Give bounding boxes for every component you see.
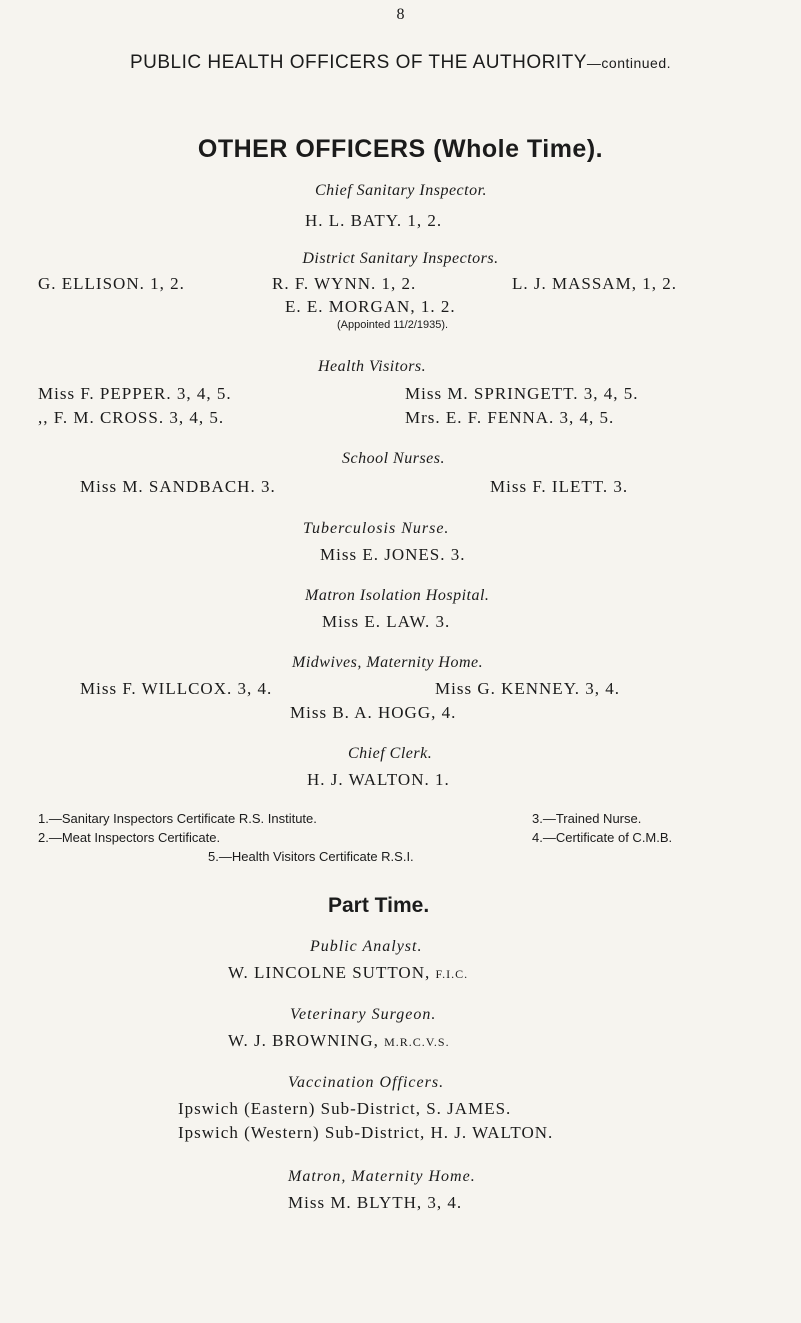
veterinary-surgeon-name: W. J. BROWNING, [228,1031,379,1050]
footnote-3: 3.—Trained Nurse. [532,811,642,826]
school-nurse-sandbach: Miss M. SANDBACH. 3. [80,477,276,496]
running-header-title: PUBLIC HEALTH OFFICERS OF THE AUTHORITY [129,52,587,73]
whole-time-title: OTHER OFFICERS (Whole Time). [197,135,604,163]
school-nurse-ilett: Miss F. ILETT. 3. [490,477,629,496]
district-inspectors-heading: District Sanitary Inspectors. [302,250,499,267]
district-inspector-morgan: E. E. MORGAN, 1. 2. [285,297,456,316]
part-time-title: Part Time. [328,894,430,917]
district-inspector-wynn: R. F. WYNN. 1, 2. [272,274,417,293]
veterinary-surgeon-heading: Veterinary Surgeon. [290,1006,437,1023]
footnote-4: 4.—Certificate of C.M.B. [532,830,673,845]
tuberculosis-nurse-heading: Tuberculosis Nurse. [303,520,450,537]
health-visitor-cross: ,, F. M. CROSS. 3, 4, 5. [38,408,225,427]
school-nurses-heading: School Nurses. [342,450,445,467]
health-visitor-springett: Miss M. SPRINGETT. 3, 4, 5. [405,384,639,403]
vaccination-officers-heading: Vaccination Officers. [288,1074,445,1091]
veterinary-surgeon-browning [228,1031,450,1051]
district-inspector-massam: L. J. MASSAM, 1, 2. [512,274,677,293]
footnote-2: 2.—Meat Inspectors Certificate. [38,830,221,845]
midwife-willcox: Miss F. WILLCOX. 3, 4. [80,679,273,698]
morgan-appointed-note: (Appointed 11/2/1935). [337,319,449,331]
chief-clerk-walton: H. J. WALTON. 1. [307,770,450,789]
district-inspector-ellison: G. ELLISON. 1, 2. [38,274,185,293]
midwife-hogg: Miss B. A. HOGG, 4. [290,703,457,722]
public-analyst-qualification: F.I.C. [435,967,469,981]
vaccination-officer-eastern: Ipswich (Eastern) Sub-District, S. JAMES. [178,1099,512,1118]
matron-maternity-blyth: Miss M. BLYTH, 3, 4. [288,1193,463,1212]
public-analyst-heading: Public Analyst. [310,938,423,955]
veterinary-surgeon-qualification: M.R.C.V.S. [384,1035,450,1049]
matron-isolation-law: Miss E. LAW. 3. [322,612,451,631]
tuberculosis-nurse-jones: Miss E. JONES. 3. [320,545,466,564]
health-visitor-pepper: Miss F. PEPPER. 3, 4, 5. [38,384,232,403]
midwife-kenney: Miss G. KENNEY. 3, 4. [435,679,621,698]
footnote-1: 1.—Sanitary Inspectors Certificate R.S. Institute. [38,811,317,826]
public-analyst-sutton [228,963,468,983]
running-header [0,52,801,74]
chief-sanitary-inspector-name: H. L. BATY. 1, 2. [305,211,443,230]
footnote-5: 5.—Health Visitors Certificate R.S.I. [208,849,414,864]
health-visitors-heading: Health Visitors. [318,358,427,375]
matron-maternity-heading: Matron, Maternity Home. [288,1168,476,1185]
vaccination-officer-western: Ipswich (Western) Sub-District, H. J. WALTON. [178,1123,554,1142]
matron-isolation-heading: Matron Isolation Hospital. [305,587,490,604]
public-analyst-name: W. LINCOLNE SUTTON, [228,963,431,982]
running-header-continued: —continued. [586,55,672,71]
health-visitor-fenna: Mrs. E. F. FENNA. 3, 4, 5. [405,408,615,427]
midwives-heading: Midwives, Maternity Home. [292,654,484,671]
chief-clerk-heading: Chief Clerk. [348,745,433,762]
page-number: 8 [396,6,405,23]
chief-sanitary-inspector-heading: Chief Sanitary Inspector. [315,182,488,199]
